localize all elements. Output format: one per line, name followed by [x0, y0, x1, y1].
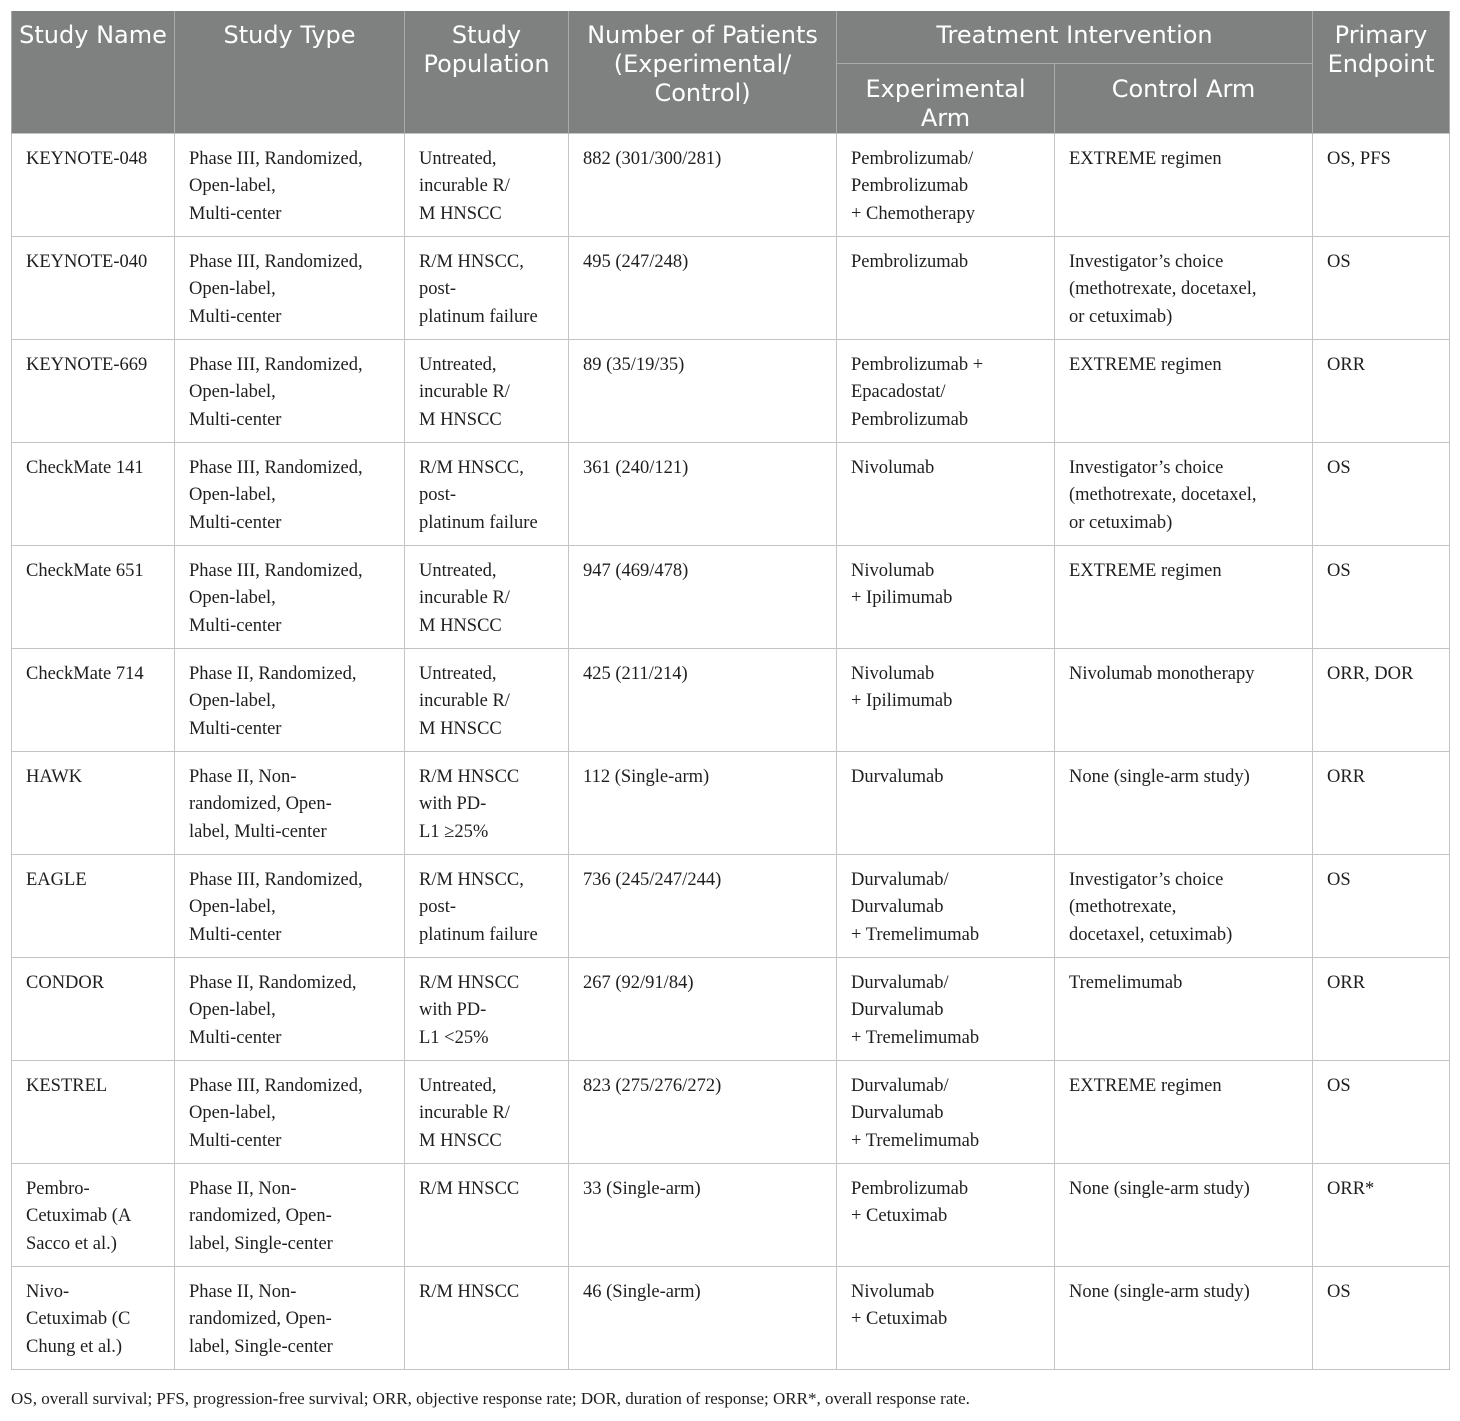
cell-control-arm — [1055, 751, 1313, 854]
cell-text-line: 495 (247/248) — [583, 251, 689, 272]
cell-text-line: Pembro- — [26, 1178, 90, 1199]
cell-study-name — [12, 1266, 175, 1369]
table-row — [12, 1163, 1450, 1266]
cell-primary-endpoint — [1313, 1060, 1450, 1163]
cell-text-line: OS — [1327, 1075, 1351, 1096]
cell-study-name — [12, 339, 175, 442]
cell-text-line: + Tremelimumab — [851, 924, 980, 945]
cell-text-line: Cetuximab (A — [26, 1206, 132, 1226]
cell-text-line: randomized, Open- — [189, 794, 332, 814]
cell-text-line: None (single-arm study) — [1069, 1281, 1250, 1302]
cell-study-type — [175, 442, 405, 545]
cell-text-line: Multi-center — [189, 718, 282, 739]
cell-control-arm — [1055, 1163, 1313, 1266]
cell-text-line: Phase II, Randomized, — [189, 663, 357, 684]
cell-study-population — [405, 339, 569, 442]
header-text: Control Arm — [1111, 74, 1256, 103]
cell-study-name — [12, 442, 175, 545]
cell-primary-endpoint — [1313, 1266, 1450, 1369]
cell-experimental-arm — [837, 648, 1055, 751]
cell-study-type — [175, 545, 405, 648]
cell-experimental-arm — [837, 1266, 1055, 1369]
cell-study-population — [405, 442, 569, 545]
header-study-name — [12, 11, 175, 133]
cell-study-name — [12, 545, 175, 648]
cell-study-name — [12, 957, 175, 1060]
cell-text-line: Pembrolizumab — [851, 1178, 969, 1199]
table-row — [12, 1060, 1450, 1163]
cell-text-line: Multi-center — [189, 409, 282, 430]
cell-text-line: Durvalumab — [851, 1000, 944, 1020]
cell-text-line: post- — [419, 485, 456, 505]
cell-text-line: M HNSCC — [419, 718, 502, 739]
cell-text-line: OS — [1327, 1281, 1351, 1302]
header-text: Control) — [654, 79, 751, 107]
cell-study-name — [12, 751, 175, 854]
cell-text-line: with PD- — [419, 794, 487, 814]
cell-number-of-patients — [569, 1266, 837, 1369]
cell-text-line: Multi-center — [189, 306, 282, 327]
cell-text-line: + Cetuximab — [851, 1206, 948, 1226]
cell-number-of-patients — [569, 133, 837, 236]
cell-study-type — [175, 648, 405, 751]
cell-text-line: incurable R/ — [419, 176, 510, 196]
cell-study-name — [12, 648, 175, 751]
cell-text-line: Phase III, Randomized, — [189, 148, 363, 169]
cell-text-line: Phase II, Non- — [189, 1281, 297, 1302]
cell-text-line: ORR — [1327, 972, 1366, 993]
cell-text-line: Multi-center — [189, 615, 282, 636]
cell-text-line: KESTREL — [26, 1075, 108, 1096]
header-text: Study — [451, 21, 522, 49]
cell-study-type — [175, 236, 405, 339]
header-text: Study — [19, 21, 89, 49]
cell-number-of-patients — [569, 854, 837, 957]
header-primary-endpoint — [1313, 11, 1450, 133]
cell-text-line: Nivolumab — [851, 560, 935, 581]
cell-text-line: Nivolumab — [851, 457, 935, 478]
cell-number-of-patients — [569, 1163, 837, 1266]
cell-control-arm — [1055, 339, 1313, 442]
cell-text-line: OS — [1327, 869, 1351, 890]
cell-text-line: OS, PFS — [1327, 148, 1391, 169]
cell-experimental-arm — [837, 442, 1055, 545]
cell-experimental-arm — [837, 545, 1055, 648]
cell-text-line: OS — [1327, 251, 1351, 272]
cell-text-line: M HNSCC — [419, 615, 502, 636]
header-study-type — [175, 11, 405, 133]
cell-study-population — [405, 957, 569, 1060]
cell-experimental-arm — [837, 1060, 1055, 1163]
cell-text-line: + Cetuximab — [851, 1309, 948, 1329]
cell-text-line: incurable R/ — [419, 588, 510, 608]
cell-experimental-arm — [837, 133, 1055, 236]
cell-number-of-patients — [569, 545, 837, 648]
header-study-population — [405, 11, 569, 133]
cell-text-line: Multi-center — [189, 924, 282, 945]
cell-primary-endpoint — [1313, 957, 1450, 1060]
cell-study-population — [405, 236, 569, 339]
cell-text-line: label, Single-center — [189, 1336, 333, 1357]
cell-text-line: Pembrolizumab + — [851, 354, 984, 375]
cell-experimental-arm — [837, 751, 1055, 854]
cell-text-line: CheckMate 141 — [26, 457, 144, 478]
cell-text-line: randomized, Open- — [189, 1309, 332, 1329]
cell-text-line: Phase III, Randomized, — [189, 869, 363, 890]
header-number-of-patients — [569, 11, 837, 133]
cell-study-population — [405, 545, 569, 648]
cell-text-line: Phase III, Randomized, — [189, 457, 363, 478]
cell-text-line: Untreated, — [419, 354, 497, 375]
cell-study-type — [175, 957, 405, 1060]
cell-text-line: Multi-center — [189, 1130, 282, 1151]
cell-text-line: post- — [419, 897, 456, 917]
cell-text-line: R/M HNSCC — [419, 766, 520, 787]
cell-text-line: KEYNOTE-048 — [26, 148, 148, 169]
cell-primary-endpoint — [1313, 442, 1450, 545]
cell-text-line: Phase II, Randomized, — [189, 972, 357, 993]
table-row — [12, 648, 1450, 751]
cell-text-line: platinum failure — [419, 306, 538, 327]
cell-text-line: R/M HNSCC, — [419, 457, 524, 478]
cell-text-line: incurable R/ — [419, 382, 510, 402]
cell-text-line: Phase III, Randomized, — [189, 251, 363, 272]
cell-text-line: KEYNOTE-040 — [26, 251, 148, 272]
table-row — [12, 339, 1450, 442]
cell-text-line: Untreated, — [419, 560, 497, 581]
header-text: Study Type — [223, 21, 356, 49]
cell-study-population — [405, 133, 569, 236]
cell-text-line: Open-label, — [189, 382, 276, 402]
cell-text-line: None (single-arm study) — [1069, 766, 1250, 787]
cell-text-line: Phase II, Non- — [189, 1178, 297, 1199]
cell-text-line: CONDOR — [26, 972, 105, 993]
cell-primary-endpoint — [1313, 545, 1450, 648]
table-header — [12, 11, 1450, 133]
cell-text-line: Investigator’s choice — [1069, 869, 1224, 890]
cell-study-name — [12, 854, 175, 957]
cell-text-line: Open-label, — [189, 897, 276, 917]
cell-text-line: ORR — [1327, 354, 1366, 375]
cell-study-name — [12, 133, 175, 236]
cell-text-line: Chung et al.) — [26, 1336, 123, 1357]
cell-text-line: platinum failure — [419, 924, 538, 945]
cell-text-line: Phase III, Randomized, — [189, 1075, 363, 1096]
cell-text-line: 361 (240/121) — [583, 457, 689, 478]
header-text: (Experimental/ — [613, 50, 792, 78]
cell-text-line: M HNSCC — [419, 409, 502, 430]
cell-text-line: Untreated, — [419, 1075, 497, 1096]
cell-text-line: Untreated, — [419, 663, 497, 684]
header-text: Treatment Intervention — [936, 21, 1213, 49]
cell-text-line: 112 (Single-arm) — [583, 766, 710, 787]
cell-text-line: Pembrolizumab — [851, 409, 969, 430]
cell-text-line: + Chemotherapy — [851, 203, 975, 224]
cell-text-line: 947 (469/478) — [583, 560, 689, 581]
cell-text-line: EXTREME regimen — [1069, 1075, 1222, 1096]
cell-text-line: Phase II, Non- — [189, 766, 297, 787]
cell-text-line: R/M HNSCC, — [419, 251, 524, 272]
table-footnote: OS, overall survival; PFS, progression-free survival; ORR, objective response rate; DOR, duration of response; ORR*, overall response rate. — [11, 1389, 970, 1408]
cell-study-population — [405, 1060, 569, 1163]
cell-study-type — [175, 854, 405, 957]
cell-text-line: M HNSCC — [419, 203, 502, 224]
cell-text-line: Open-label, — [189, 691, 276, 711]
cell-text-line: 267 (92/91/84) — [583, 972, 694, 993]
cell-study-type — [175, 1060, 405, 1163]
cell-text-line: Epacadostat/ — [851, 382, 946, 402]
cell-text-line: CheckMate 714 — [26, 663, 144, 684]
cell-text-line: Durvalumab/ — [851, 1075, 949, 1096]
cell-control-arm — [1055, 957, 1313, 1060]
table-row — [12, 133, 1450, 236]
cell-text-line: 882 (301/300/281) — [583, 148, 722, 169]
cell-text-line: Untreated, — [419, 148, 497, 169]
cell-number-of-patients — [569, 648, 837, 751]
cell-text-line: Durvalumab — [851, 1103, 944, 1123]
table-body — [12, 133, 1450, 1369]
cell-text-line: R/M HNSCC — [419, 972, 520, 993]
cell-experimental-arm — [837, 957, 1055, 1060]
cell-text-line: EXTREME regimen — [1069, 354, 1222, 375]
cell-text-line: 425 (211/214) — [583, 663, 688, 684]
cell-control-arm — [1055, 442, 1313, 545]
cell-number-of-patients — [569, 751, 837, 854]
cell-text-line: ORR, DOR — [1327, 663, 1414, 684]
cell-primary-endpoint — [1313, 648, 1450, 751]
header-text: Name — [96, 21, 167, 49]
cell-text-line: (methotrexate, — [1069, 897, 1177, 917]
cell-control-arm — [1055, 236, 1313, 339]
cell-text-line: platinum failure — [419, 512, 538, 533]
cell-text-line: Tremelimumab — [1069, 972, 1183, 993]
header-text: Number of Patients — [587, 21, 818, 49]
cell-study-name — [12, 236, 175, 339]
cell-text-line: + Tremelimumab — [851, 1130, 980, 1151]
cell-experimental-arm — [837, 1163, 1055, 1266]
cell-text-line: HAWK — [26, 766, 83, 787]
cell-text-line: Multi-center — [189, 512, 282, 533]
cell-text-line: Multi-center — [189, 203, 282, 224]
cell-study-name — [12, 1163, 175, 1266]
header-text: Endpoint — [1327, 50, 1435, 78]
cell-text-line: label, Single-center — [189, 1233, 333, 1254]
cell-text-line: None (single-arm study) — [1069, 1178, 1250, 1199]
table-row — [12, 545, 1450, 648]
cell-text-line: post- — [419, 279, 456, 299]
cell-text-line: Nivo- — [26, 1281, 70, 1302]
cell-text-line: label, Multi-center — [189, 821, 327, 842]
cell-text-line: Multi-center — [189, 1027, 282, 1048]
cell-text-line: 33 (Single-arm) — [583, 1178, 701, 1199]
cell-text-line: Nivolumab — [851, 663, 935, 684]
cell-text-line: + Tremelimumab — [851, 1027, 980, 1048]
cell-text-line: docetaxel, cetuximab) — [1069, 924, 1233, 945]
cell-text-line: or cetuximab) — [1069, 512, 1173, 533]
cell-study-type — [175, 1163, 405, 1266]
cell-text-line: L1 ≥25% — [419, 821, 489, 842]
cell-primary-endpoint — [1313, 751, 1450, 854]
cell-experimental-arm — [837, 854, 1055, 957]
cell-text-line: + Ipilimumab — [851, 588, 953, 608]
cell-study-population — [405, 854, 569, 957]
cell-text-line: Sacco et al.) — [26, 1233, 117, 1254]
cell-text-line: ORR* — [1327, 1178, 1375, 1199]
cell-study-name — [12, 1060, 175, 1163]
cell-text-line: Open-label, — [189, 1103, 276, 1123]
header-control-arm — [1055, 63, 1313, 133]
cell-text-line: M HNSCC — [419, 1130, 502, 1151]
cell-study-type — [175, 339, 405, 442]
header-text: Population — [423, 50, 550, 78]
table-row — [12, 1266, 1450, 1369]
header-treatment-intervention — [837, 11, 1313, 63]
cell-text-line: R/M HNSCC — [419, 1281, 520, 1302]
cell-text-line: (methotrexate, docetaxel, — [1069, 485, 1257, 505]
cell-text-line: 46 (Single-arm) — [583, 1281, 701, 1302]
cell-text-line: Investigator’s choice — [1069, 457, 1224, 478]
cell-text-line: ORR — [1327, 766, 1366, 787]
cell-text-line: Nivolumab — [851, 1281, 935, 1302]
cell-primary-endpoint — [1313, 236, 1450, 339]
cell-text-line: incurable R/ — [419, 691, 510, 711]
cell-text-line: EXTREME regimen — [1069, 148, 1222, 169]
table-row — [12, 751, 1450, 854]
table-row — [12, 854, 1450, 957]
cell-text-line: Phase III, Randomized, — [189, 354, 363, 375]
cell-control-arm — [1055, 648, 1313, 751]
cell-study-type — [175, 133, 405, 236]
cell-text-line: Investigator’s choice — [1069, 251, 1224, 272]
cell-study-type — [175, 1266, 405, 1369]
cell-text-line: incurable R/ — [419, 1103, 510, 1123]
header-experimental-arm — [837, 63, 1055, 133]
cell-text-line: Open-label, — [189, 176, 276, 196]
cell-text-line: Phase III, Randomized, — [189, 560, 363, 581]
cell-text-line: L1 <25% — [419, 1027, 489, 1048]
cell-number-of-patients — [569, 339, 837, 442]
table-row — [12, 957, 1450, 1060]
header-text: Primary — [1334, 21, 1428, 49]
cell-experimental-arm — [837, 339, 1055, 442]
cell-text-line: with PD- — [419, 1000, 487, 1020]
cell-text-line: Nivolumab monotherapy — [1069, 663, 1255, 684]
cell-text-line: Pembrolizumab/ — [851, 148, 974, 169]
cell-study-population — [405, 1266, 569, 1369]
table-row — [12, 236, 1450, 339]
cell-study-type — [175, 751, 405, 854]
cell-text-line: or cetuximab) — [1069, 306, 1173, 327]
cell-text-line: Durvalumab — [851, 897, 944, 917]
cell-study-population — [405, 648, 569, 751]
cell-text-line: EXTREME regimen — [1069, 560, 1222, 581]
cell-text-line: Durvalumab/ — [851, 972, 949, 993]
cell-study-population — [405, 751, 569, 854]
cell-text-line: EAGLE — [26, 869, 87, 890]
cell-text-line: Durvalumab — [851, 766, 944, 787]
cell-text-line: 89 (35/19/35) — [583, 354, 685, 375]
header-text: Arm — [920, 103, 971, 132]
cell-experimental-arm — [837, 236, 1055, 339]
cell-text-line: 736 (245/247/244) — [583, 869, 722, 890]
cell-text-line: Open-label, — [189, 485, 276, 505]
cell-text-line: Pembrolizumab — [851, 176, 969, 196]
cell-primary-endpoint — [1313, 133, 1450, 236]
cell-text-line: + Ipilimumab — [851, 691, 953, 711]
cell-text-line: Pembrolizumab — [851, 251, 969, 272]
cell-control-arm — [1055, 1266, 1313, 1369]
table-row — [12, 442, 1450, 545]
cell-text-line: 823 (275/276/272) — [583, 1075, 722, 1096]
cell-number-of-patients — [569, 236, 837, 339]
cell-text-line: randomized, Open- — [189, 1206, 332, 1226]
cell-control-arm — [1055, 1060, 1313, 1163]
study-table — [11, 11, 1450, 1370]
cell-control-arm — [1055, 545, 1313, 648]
cell-text-line: Open-label, — [189, 1000, 276, 1020]
cell-number-of-patients — [569, 957, 837, 1060]
cell-control-arm — [1055, 854, 1313, 957]
cell-control-arm — [1055, 133, 1313, 236]
cell-text-line: R/M HNSCC — [419, 1178, 520, 1199]
cell-text-line: KEYNOTE-669 — [26, 354, 148, 375]
cell-text-line: OS — [1327, 457, 1351, 478]
cell-study-population — [405, 1163, 569, 1266]
cell-primary-endpoint — [1313, 339, 1450, 442]
study-table-container — [11, 11, 1449, 1370]
cell-number-of-patients — [569, 1060, 837, 1163]
cell-text-line: Open-label, — [189, 279, 276, 299]
cell-text-line: Cetuximab (C — [26, 1309, 131, 1329]
cell-number-of-patients — [569, 442, 837, 545]
cell-primary-endpoint — [1313, 854, 1450, 957]
cell-text-line: CheckMate 651 — [26, 560, 144, 581]
cell-text-line: (methotrexate, docetaxel, — [1069, 279, 1257, 299]
cell-text-line: OS — [1327, 560, 1351, 581]
cell-text-line: Open-label, — [189, 588, 276, 608]
cell-primary-endpoint — [1313, 1163, 1450, 1266]
header-text: Experimental — [865, 74, 1026, 103]
cell-text-line: Durvalumab/ — [851, 869, 949, 890]
cell-text-line: R/M HNSCC, — [419, 869, 524, 890]
